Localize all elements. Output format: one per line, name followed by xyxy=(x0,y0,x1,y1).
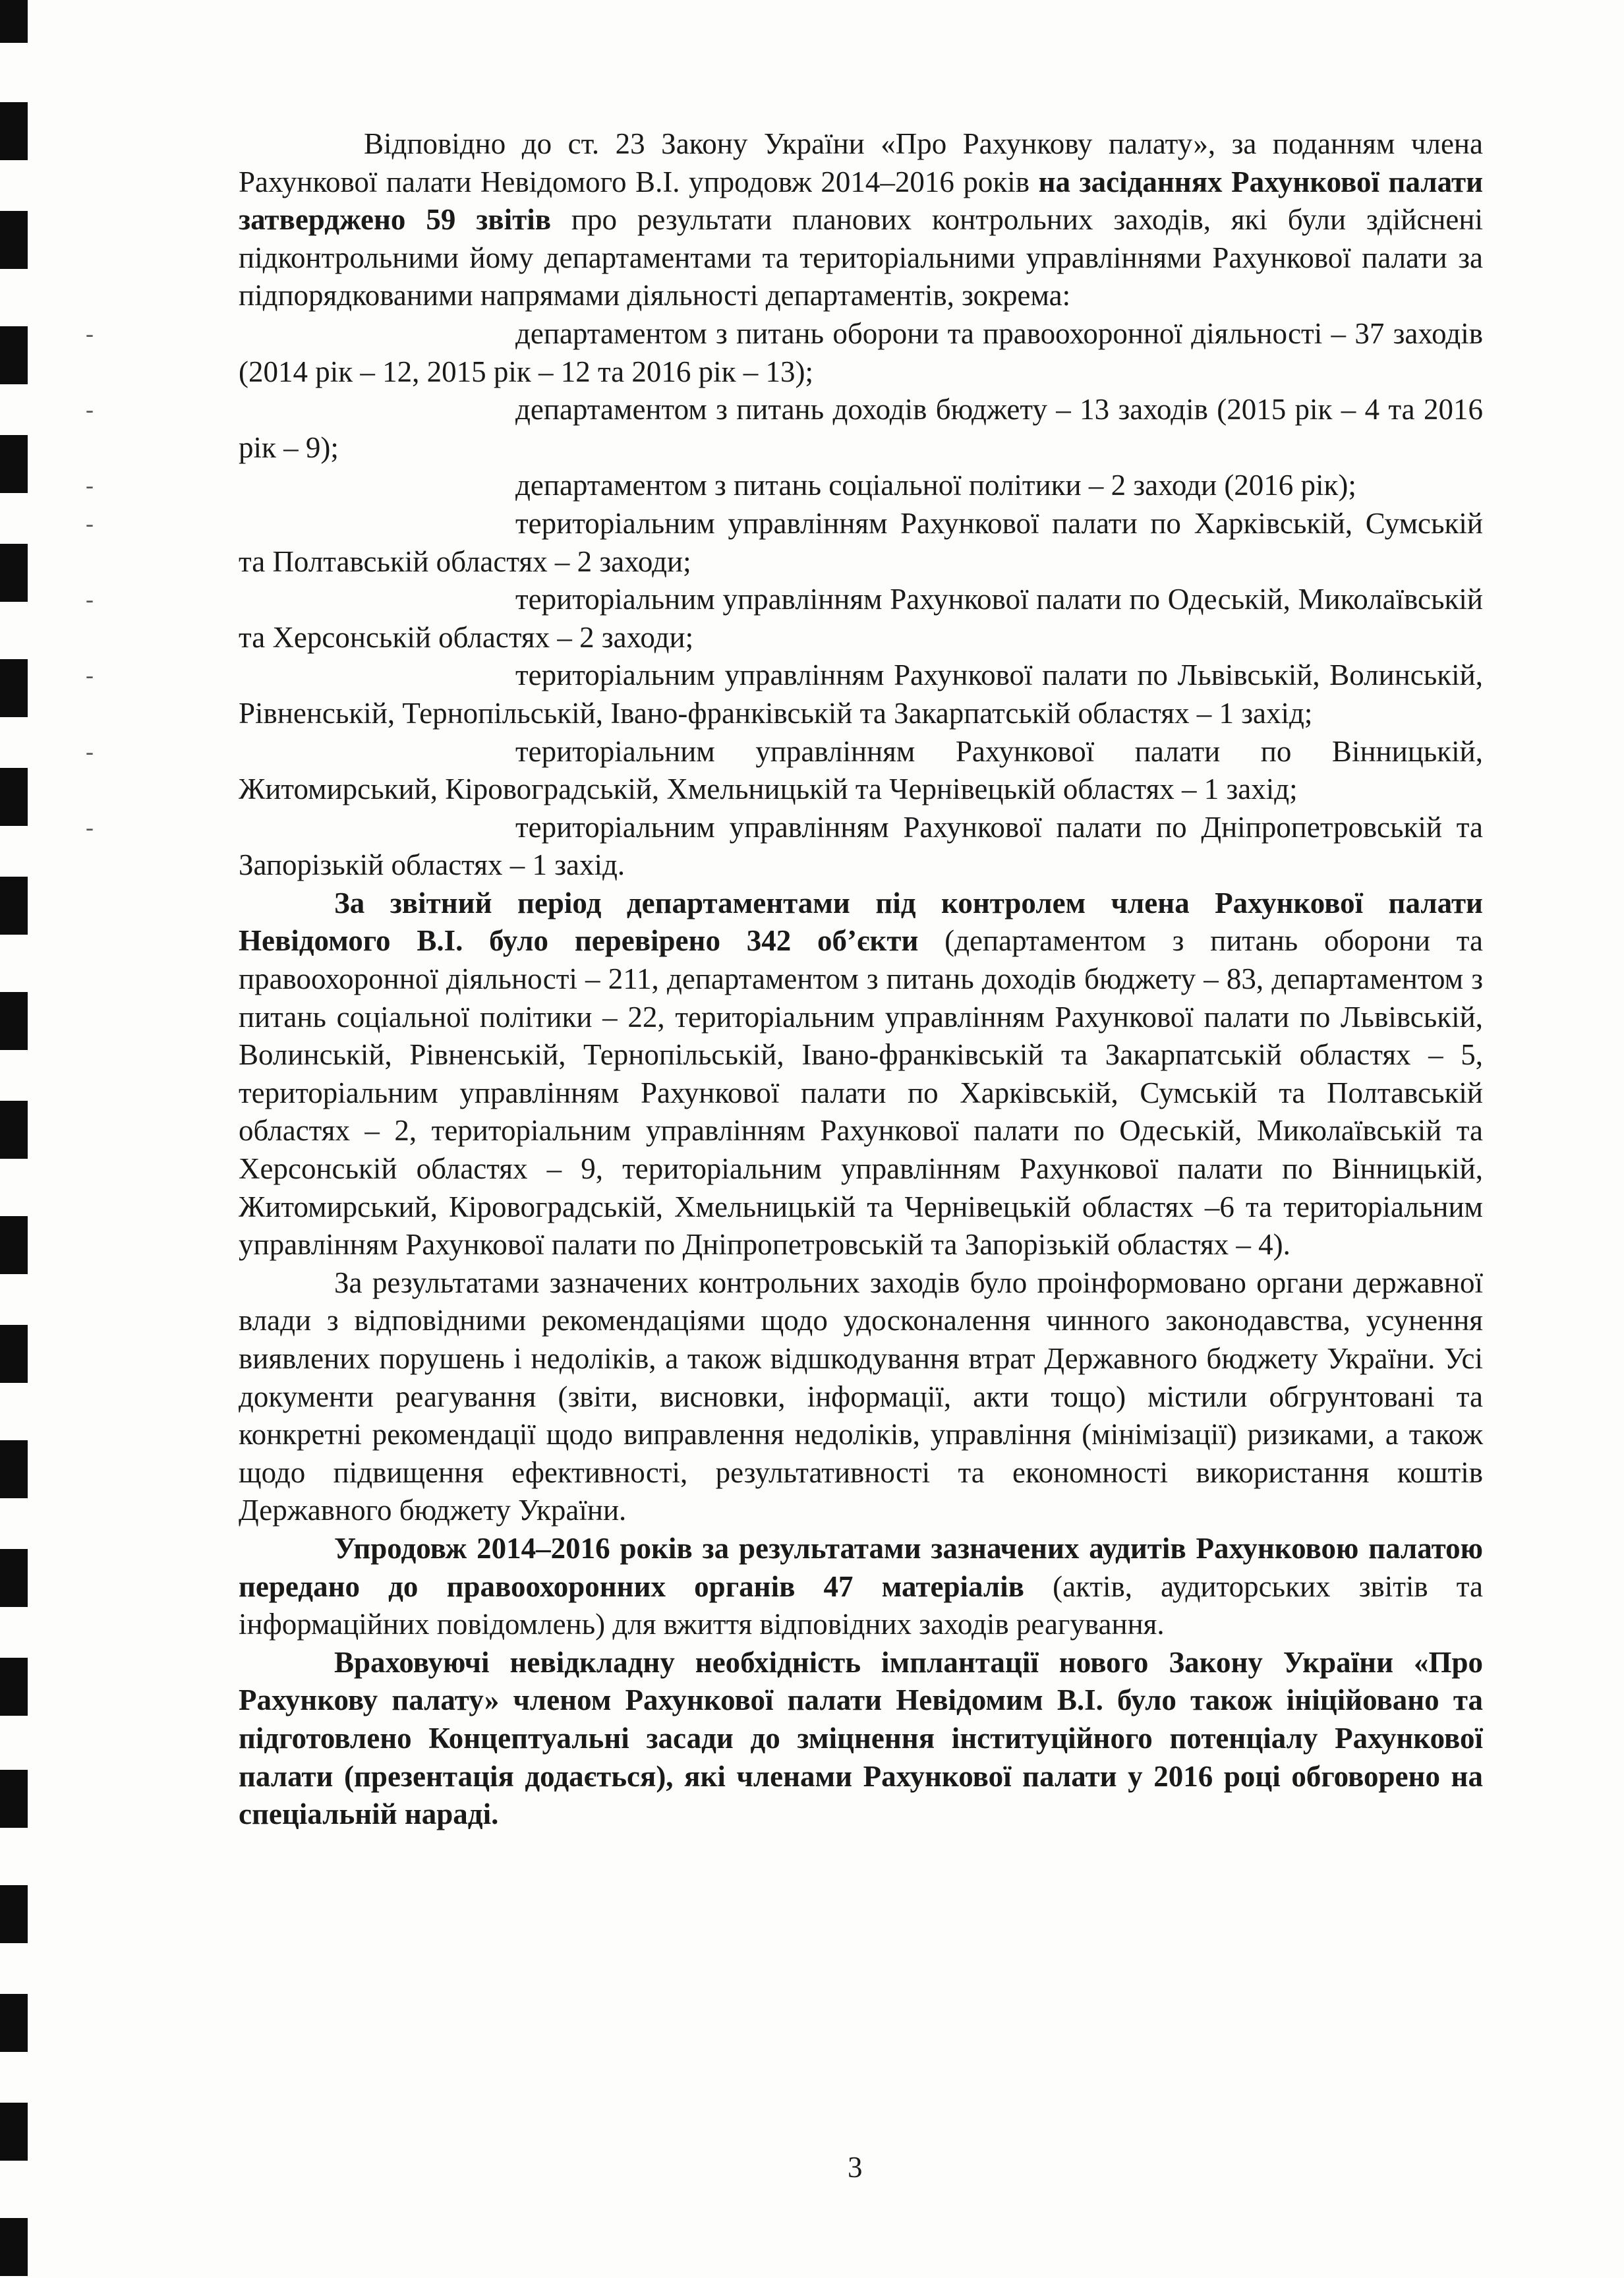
binding-mark xyxy=(0,1440,28,1498)
bold-text: За звітний період департаментами під контролем члена Рахункової палати Невідомого В.І. було перевірено 342 об’єкти xyxy=(239,886,1483,958)
binding-mark xyxy=(0,435,28,493)
text-run: За результатами зазначених контрольних заходів було проінформовано органи державної влади з відповідними рекомендаціями щодо удосконалення чинного законодавства, усунення виявлених порушень і недоліків, а також відшкодування втрат Державного бюджету України. Усі документи реагування (звіти, висновки, інформації, акти тощо) містили обгрунтовані та конкретні рекомендації щодо виправлення недоліків, управління (мінімізації) ризиками, а також щодо підвищення ефективності, результативності та економності використання коштів Державного бюджету України. xyxy=(239,1266,1483,1527)
list-dash: - xyxy=(86,320,94,347)
bold-text: на засіданнях Рахункової палати затверджено 59 звітів xyxy=(239,165,1483,237)
binding-mark xyxy=(0,768,28,826)
text-run: територіальним управлінням Рахункової палати по Львівській, Волинській, Рівненській, Тернопільській, Івано-франківській та Закарпатській областях – 1 захід; xyxy=(239,658,1483,730)
text-run: Відповідно до ст. 23 Закону України «Про Рахункову палату», за поданням члена Рахункової палати Невідомого В.І. упродовж 2014–2016 років xyxy=(239,127,1483,198)
binding-mark xyxy=(0,1101,28,1159)
list-dash: - xyxy=(86,813,94,840)
text-run: (актів, аудиторських звітів та інформаційних повідомлень) для вжиття відповідних заходів реагування. xyxy=(239,1569,1483,1641)
binding-mark xyxy=(0,211,28,269)
list-dash: - xyxy=(86,738,94,765)
bold-text: Враховуючі невідкладну необхідність імплантації нового Закону України «Про Рахункову палату» членом Рахункової палати Невідомим В.І. було також ініційовано та підготовлено Концептуальні засади до зміцнення інституційного потенціалу Рахункової палати (презентація додається), які членами Рахункової палати у 2016 році обговорено на спеціальній нараді. xyxy=(239,1645,1483,1831)
binding-mark xyxy=(0,326,28,384)
binding-mark xyxy=(0,544,28,602)
list-item xyxy=(86,505,1483,581)
text-run: департаментом з питань доходів бюджету – 13 заходів (2015 рік – 4 та 2016 рік – 9); xyxy=(239,393,1483,464)
binding-mark xyxy=(0,992,28,1050)
paragraph xyxy=(239,885,1483,1264)
text-run: територіальним управлінням Рахункової палати по Дніпропетровській та Запорізькій областях – 1 захід. xyxy=(239,810,1483,882)
text-run: територіальним управлінням Рахункової палати по Харківській, Сумській та Полтавській областях – 2 заходи; xyxy=(239,506,1483,578)
bold-text: Упродовж 2014–2016 років за результатами зазначених аудитів Рахунковою палатою передано до правоохоронних органів 47 матеріалів xyxy=(239,1531,1483,1603)
list-item xyxy=(86,733,1483,809)
paragraph xyxy=(239,125,1483,315)
paragraph xyxy=(239,1530,1483,1644)
binding-mark xyxy=(0,1994,28,2052)
binding-mark xyxy=(0,659,28,717)
binding-mark xyxy=(0,0,28,43)
document-body xyxy=(86,125,1483,1834)
list-item xyxy=(86,391,1483,467)
text-run: департаментом з питань оборони та правоохоронної діяльності – 37 заходів (2014 рік – 12, 2015 рік – 12 та 2016 рік – 13); xyxy=(239,316,1483,388)
binding-mark xyxy=(0,1770,28,1828)
binding-mark xyxy=(0,1325,28,1383)
list-item xyxy=(86,657,1483,732)
binding-mark xyxy=(0,1885,28,1943)
list-item xyxy=(86,581,1483,657)
binding-mark xyxy=(0,2218,28,2276)
text-run: територіальним управлінням Рахункової палати по Одеській, Миколаївській та Херсонській областях – 2 заходи; xyxy=(239,583,1483,654)
list-dash: - xyxy=(86,472,94,499)
binding-mark xyxy=(0,877,28,935)
binding-mark xyxy=(0,1658,28,1716)
list-dash: - xyxy=(86,586,94,613)
text-run: про результати планових контрольних заходів, які були здійснені підконтрольними йому департаментами та територіальними управліннями Рахункової палати за підпорядкованими напрямами діяльності департаментів, зокрема: xyxy=(239,203,1483,312)
list-dash: - xyxy=(86,396,94,423)
binding-marks xyxy=(0,0,33,2278)
binding-mark xyxy=(0,1216,28,1274)
binding-mark xyxy=(0,1549,28,1607)
paragraph xyxy=(239,1264,1483,1530)
binding-mark xyxy=(0,102,28,160)
list-item xyxy=(86,467,1483,505)
text-run: територіальним управлінням Рахункової палати по Вінницькій, Житомирський, Кіровоградській, Хмельницькій та Чернівецькій областях – 1 захід; xyxy=(239,734,1483,806)
text-run: (департаментом з питань оборони та правоохоронної діяльності – 211, департаментом з питань доходів бюджету – 83, департаментом з питань соціальної політики – 22, територіальним управлінням Рахункової палати по Львівській, Волинській, Рівненській, Тернопільській, Івано-франківській та Закарпатській областях – 5, територіальним управлінням Рахункової палати по Харківській, Сумській та Полтавській областях – 2, територіальним управлінням Рахункової палати по Одеській, Миколаївській та Херсонській областях – 9, територіальним управлінням Рахункової палати по Вінницькій, Житомирський, Кіровоградській, Хмельницькій та Чернівецькій областях –6 та територіальним управлінням Рахункової палати по Дніпропетровській та Запорізькій областях – 4). xyxy=(239,924,1483,1262)
text-run: департаментом з питань соціальної політики – 2 заходи (2016 рік); xyxy=(515,469,1356,502)
list-item xyxy=(86,809,1483,885)
binding-mark xyxy=(0,2103,28,2161)
paragraph xyxy=(239,1644,1483,1834)
list-dash: - xyxy=(86,510,94,537)
list-dash: - xyxy=(86,662,94,689)
page-number: 3 xyxy=(848,2151,863,2184)
list-item xyxy=(86,315,1483,391)
